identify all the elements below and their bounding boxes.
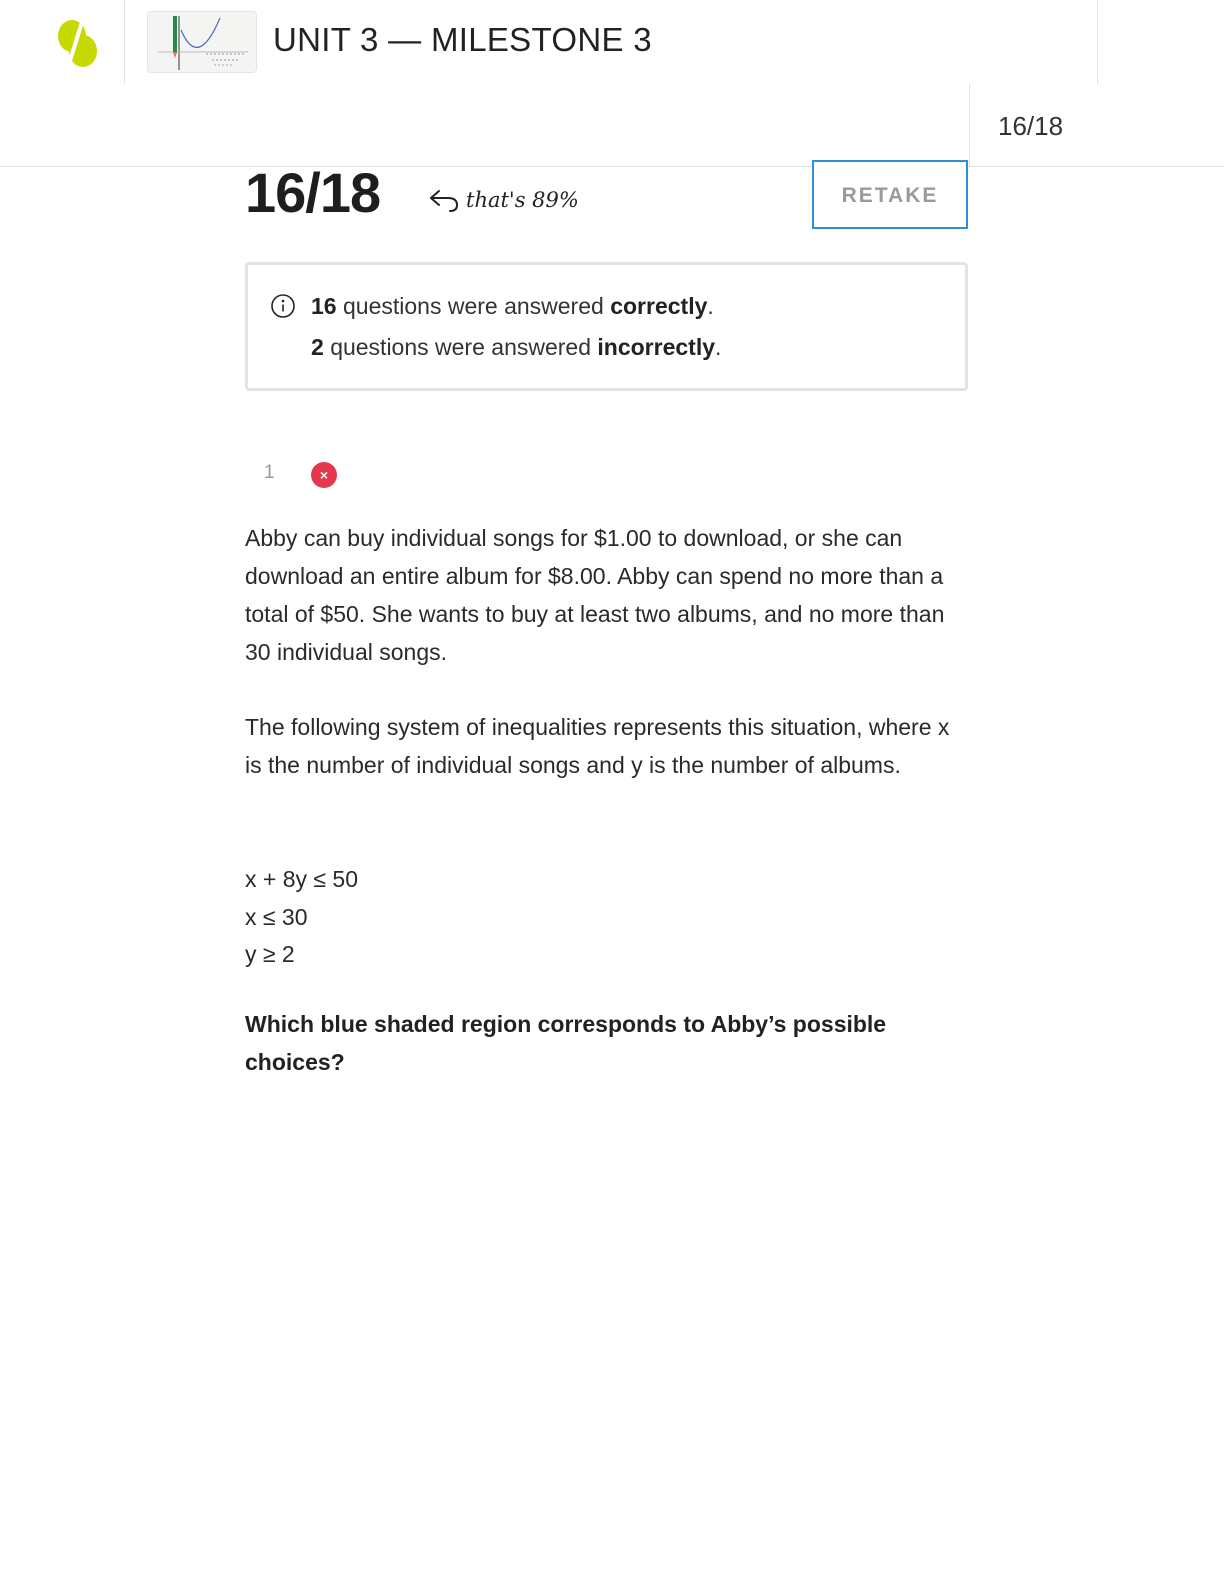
subbar-divider [969,84,970,166]
subbar-bottom-border [0,166,1224,167]
incorrect-text: questions were answered [330,334,592,360]
info-icon [270,293,296,319]
summary-incorrect-line [311,334,721,361]
question-prompt: Which blue shaded region corresponds to Abby’s possible choices? [245,1011,887,1075]
curved-arrow-icon [428,187,460,213]
correct-word: correctly [610,293,708,319]
incorrect-word: incorrectly [597,334,716,360]
question-number: 1 [264,462,275,483]
sophia-logo-icon[interactable] [56,16,98,70]
inequality-3: y ≥ 2 [245,941,295,967]
percent-note [428,187,579,213]
question-paragraph-2: The following system of inequalities represents this situation, where x is the number of individual songs and y is the number of albums. [245,714,950,778]
incorrect-period: . [715,334,722,360]
correct-text: questions were answered [342,293,604,319]
header-divider-right [1097,0,1098,84]
header-divider-left [124,0,125,84]
question-paragraph-1: Abby can buy individual songs for $1.00 to download, or she can download an entire album for $8.00. Abby can spend no more than a total of $50. She wants to buy at least two albums, and no more than 30 individual songs. [245,525,945,665]
course-thumbnail-image [147,11,257,73]
retake-button[interactable]: RETAKE [812,160,968,229]
top-header [0,0,1224,84]
inequality-2: x ≤ 30 [245,904,308,930]
page-title: UNIT 3 — MILESTONE 3 [273,21,652,58]
score-total: 16/18 [245,161,381,224]
results-summary-box [245,262,968,391]
incorrect-count: 2 [311,334,324,360]
correct-count: 16 [311,293,337,319]
percent-text: that's 89% [466,188,579,212]
subbar-score: 16/18 [998,111,1064,141]
inequality-1: x + 8y ≤ 50 [245,866,358,892]
summary-correct-line [311,293,714,320]
incorrect-x-icon: × [311,462,337,488]
correct-period: . [707,293,714,319]
